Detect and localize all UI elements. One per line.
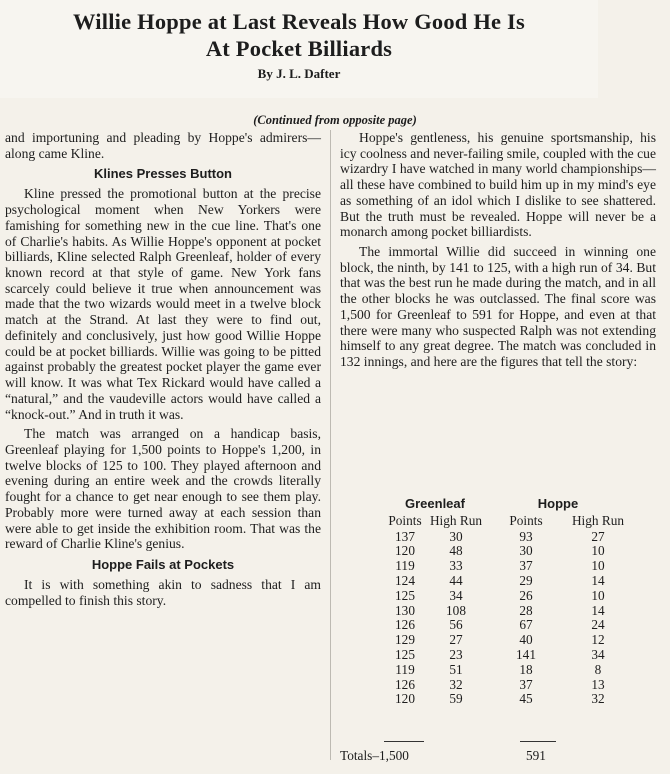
- team-greenleaf-header: Greenleaf: [405, 496, 465, 511]
- hoppe-points-cell: 26: [519, 587, 533, 603]
- hoppe-points-cell: 67: [519, 617, 533, 633]
- hoppe-high-run-cell: 10: [591, 543, 605, 559]
- team-hoppe-header: Hoppe: [537, 496, 579, 511]
- greenleaf-points-cell: 129: [395, 632, 415, 648]
- greenleaf-points-cell: 126: [395, 617, 415, 633]
- article-title-line-2: At Pocket Billiards: [205, 36, 393, 61]
- greenleaf-high-run-cell: 30: [449, 528, 463, 544]
- greenleaf-high-run-cell: 108: [446, 602, 466, 618]
- paragraph: The match was arranged on a handicap basis, Greenleaf playing for 1,500 points to Hoppe's 1,200, in twelve blocks of 125 to 100. They played afternoon and evening during an entire week and the crowds literally fought for a chance to get near enough to see them play. Probably more were turned away at each session than were able to get inside the exhibition room. That was the reward of Charlie Kline's genius.: [5, 426, 321, 552]
- table-row: [384, 648, 630, 663]
- hoppe-points-cell: 18: [519, 661, 533, 677]
- table-row: [384, 574, 630, 589]
- paragraph: and importuning and pleading by Hoppe's admirers—along came Kline.: [5, 130, 321, 161]
- greenleaf-points-cell: 130: [395, 602, 415, 618]
- headline-box: [0, 0, 598, 98]
- hoppe-high-run-cell: 34: [591, 646, 605, 662]
- paragraph: The immortal Willie did succeed in winning one block, the ninth, by 141 to 125, with a high run of 34. But that was the best run he made during the match, and in all the other blocks he was outclassed. The final score was 1,500 for Greenleaf to 591 for Hoppe, and even at that there were many who suspected Ralph was not extending himself to any great degree. The match was concluded in 132 innings, and here are the figures that tell the story:: [340, 244, 656, 370]
- score-table: [384, 497, 630, 707]
- hoppe-high-run-cell: 12: [591, 632, 605, 648]
- greenleaf-points-cell: 119: [395, 661, 415, 677]
- right-column: [340, 130, 656, 370]
- hoppe-points-cell: 40: [519, 632, 533, 648]
- table-row: [384, 544, 630, 559]
- paragraph: Hoppe's gentleness, his genuine sportsmanship, his icy coolness and never-failing smile, coupled with the cue wizardry I have watched in many world championships—all these have combined to build him up in my mind's eye as something of an idol which I dislike to see shattered. But the truth must be revealed. Hoppe will never be a monarch among pocket billiardists.: [340, 130, 656, 240]
- left-column: [5, 130, 321, 608]
- column-header-points: Points: [388, 512, 422, 528]
- paragraph: Kline pressed the promotional button at the precise psychological moment when New Yorkers were famishing for something new in the cue line. That's one of Charlie's habits. As Willie Hoppe's opponent at pocket billiards, Kline selected Ralph Greenleaf, holder of every known record at that style of game. New York fans scarcely could believe it true when announcement was made that the two wizards would meet in a twelve block match at the Strand. At last they were to find out, definitely and conclusively, just how good Willie Hoppe could be at pocket billiards. Willie was going to be pitted against probably the greatest pocket player the game ever will know. It was what Tex Rickard would have called a “natural,” and the vaudeville actors would have called a “knock-out.” And in truth it was.: [5, 186, 321, 422]
- column-header-points: Points: [509, 512, 543, 528]
- hoppe-points-cell: 29: [519, 572, 533, 588]
- hoppe-high-run-cell: 14: [591, 572, 605, 588]
- score-rows: [384, 530, 630, 708]
- greenleaf-high-run-cell: 56: [449, 617, 463, 633]
- greenleaf-points-cell: 137: [395, 528, 415, 544]
- greenleaf-high-run-cell: 48: [449, 543, 463, 559]
- hoppe-points-cell: 30: [519, 543, 533, 559]
- hoppe-high-run-cell: 10: [591, 558, 605, 574]
- greenleaf-points-cell: 120: [395, 543, 415, 559]
- greenleaf-high-run-cell: 23: [449, 646, 463, 662]
- greenleaf-high-run-cell: 33: [449, 558, 463, 574]
- totals-rule-hoppe: [520, 741, 556, 742]
- totals-greenleaf: Totals–1,500: [340, 748, 409, 763]
- column-divider: [330, 130, 331, 760]
- hoppe-high-run-cell: 13: [591, 676, 605, 692]
- column-header-high-run: High Run: [571, 512, 625, 528]
- totals-rule-greenleaf: [384, 741, 424, 742]
- greenleaf-points-cell: 126: [395, 676, 415, 692]
- subheading-hoppe-fails: Hoppe Fails at Pockets: [91, 556, 235, 572]
- greenleaf-high-run-cell: 51: [449, 661, 463, 677]
- greenleaf-high-run-cell: 44: [449, 572, 463, 588]
- table-row: [384, 530, 630, 545]
- total-greenleaf-value: 1,500: [378, 748, 409, 763]
- hoppe-points-cell: 28: [519, 602, 533, 618]
- hoppe-high-run-cell: 27: [591, 528, 605, 544]
- hoppe-points-cell: 37: [519, 558, 533, 574]
- hoppe-points-cell: 141: [516, 646, 536, 662]
- table-row: [384, 618, 630, 633]
- total-hoppe-value: 591: [526, 748, 546, 763]
- table-row: [384, 633, 630, 648]
- continued-note: (Continued from opposite page): [253, 113, 417, 127]
- greenleaf-points-cell: 124: [395, 572, 415, 588]
- column-header-high-run: High Run: [429, 512, 483, 528]
- hoppe-high-run-cell: 14: [591, 602, 605, 618]
- paragraph: It is with something akin to sadness that I am compelled to finish this story.: [5, 576, 321, 608]
- hoppe-high-run-cell: 24: [591, 617, 605, 633]
- greenleaf-points-cell: 125: [395, 587, 415, 603]
- greenleaf-high-run-cell: 59: [449, 691, 463, 707]
- greenleaf-points-cell: 125: [395, 646, 415, 662]
- table-row: [384, 678, 630, 693]
- article-title-line-1: Willie Hoppe at Last Reveals How Good He Is: [73, 9, 525, 34]
- hoppe-high-run-cell: 10: [591, 587, 605, 603]
- subheading-klines-presses-button: Klines Presses Button: [94, 166, 232, 182]
- byline: By J. L. Dafter: [257, 66, 341, 81]
- table-row: [384, 589, 630, 604]
- greenleaf-points-cell: 119: [395, 558, 415, 574]
- hoppe-points-cell: 93: [519, 528, 533, 544]
- hoppe-high-run-cell: 32: [591, 691, 605, 707]
- hoppe-high-run-cell: 8: [594, 661, 602, 677]
- table-row: [384, 559, 630, 574]
- hoppe-points-cell: 37: [519, 676, 533, 692]
- table-row: [384, 692, 630, 707]
- totals-label: Totals: [340, 748, 373, 763]
- greenleaf-high-run-cell: 27: [449, 632, 463, 648]
- table-row: [384, 604, 630, 619]
- greenleaf-high-run-cell: 32: [449, 676, 463, 692]
- hoppe-points-cell: 45: [519, 691, 533, 707]
- greenleaf-points-cell: 120: [395, 691, 415, 707]
- greenleaf-high-run-cell: 34: [449, 587, 463, 603]
- table-row: [384, 663, 630, 678]
